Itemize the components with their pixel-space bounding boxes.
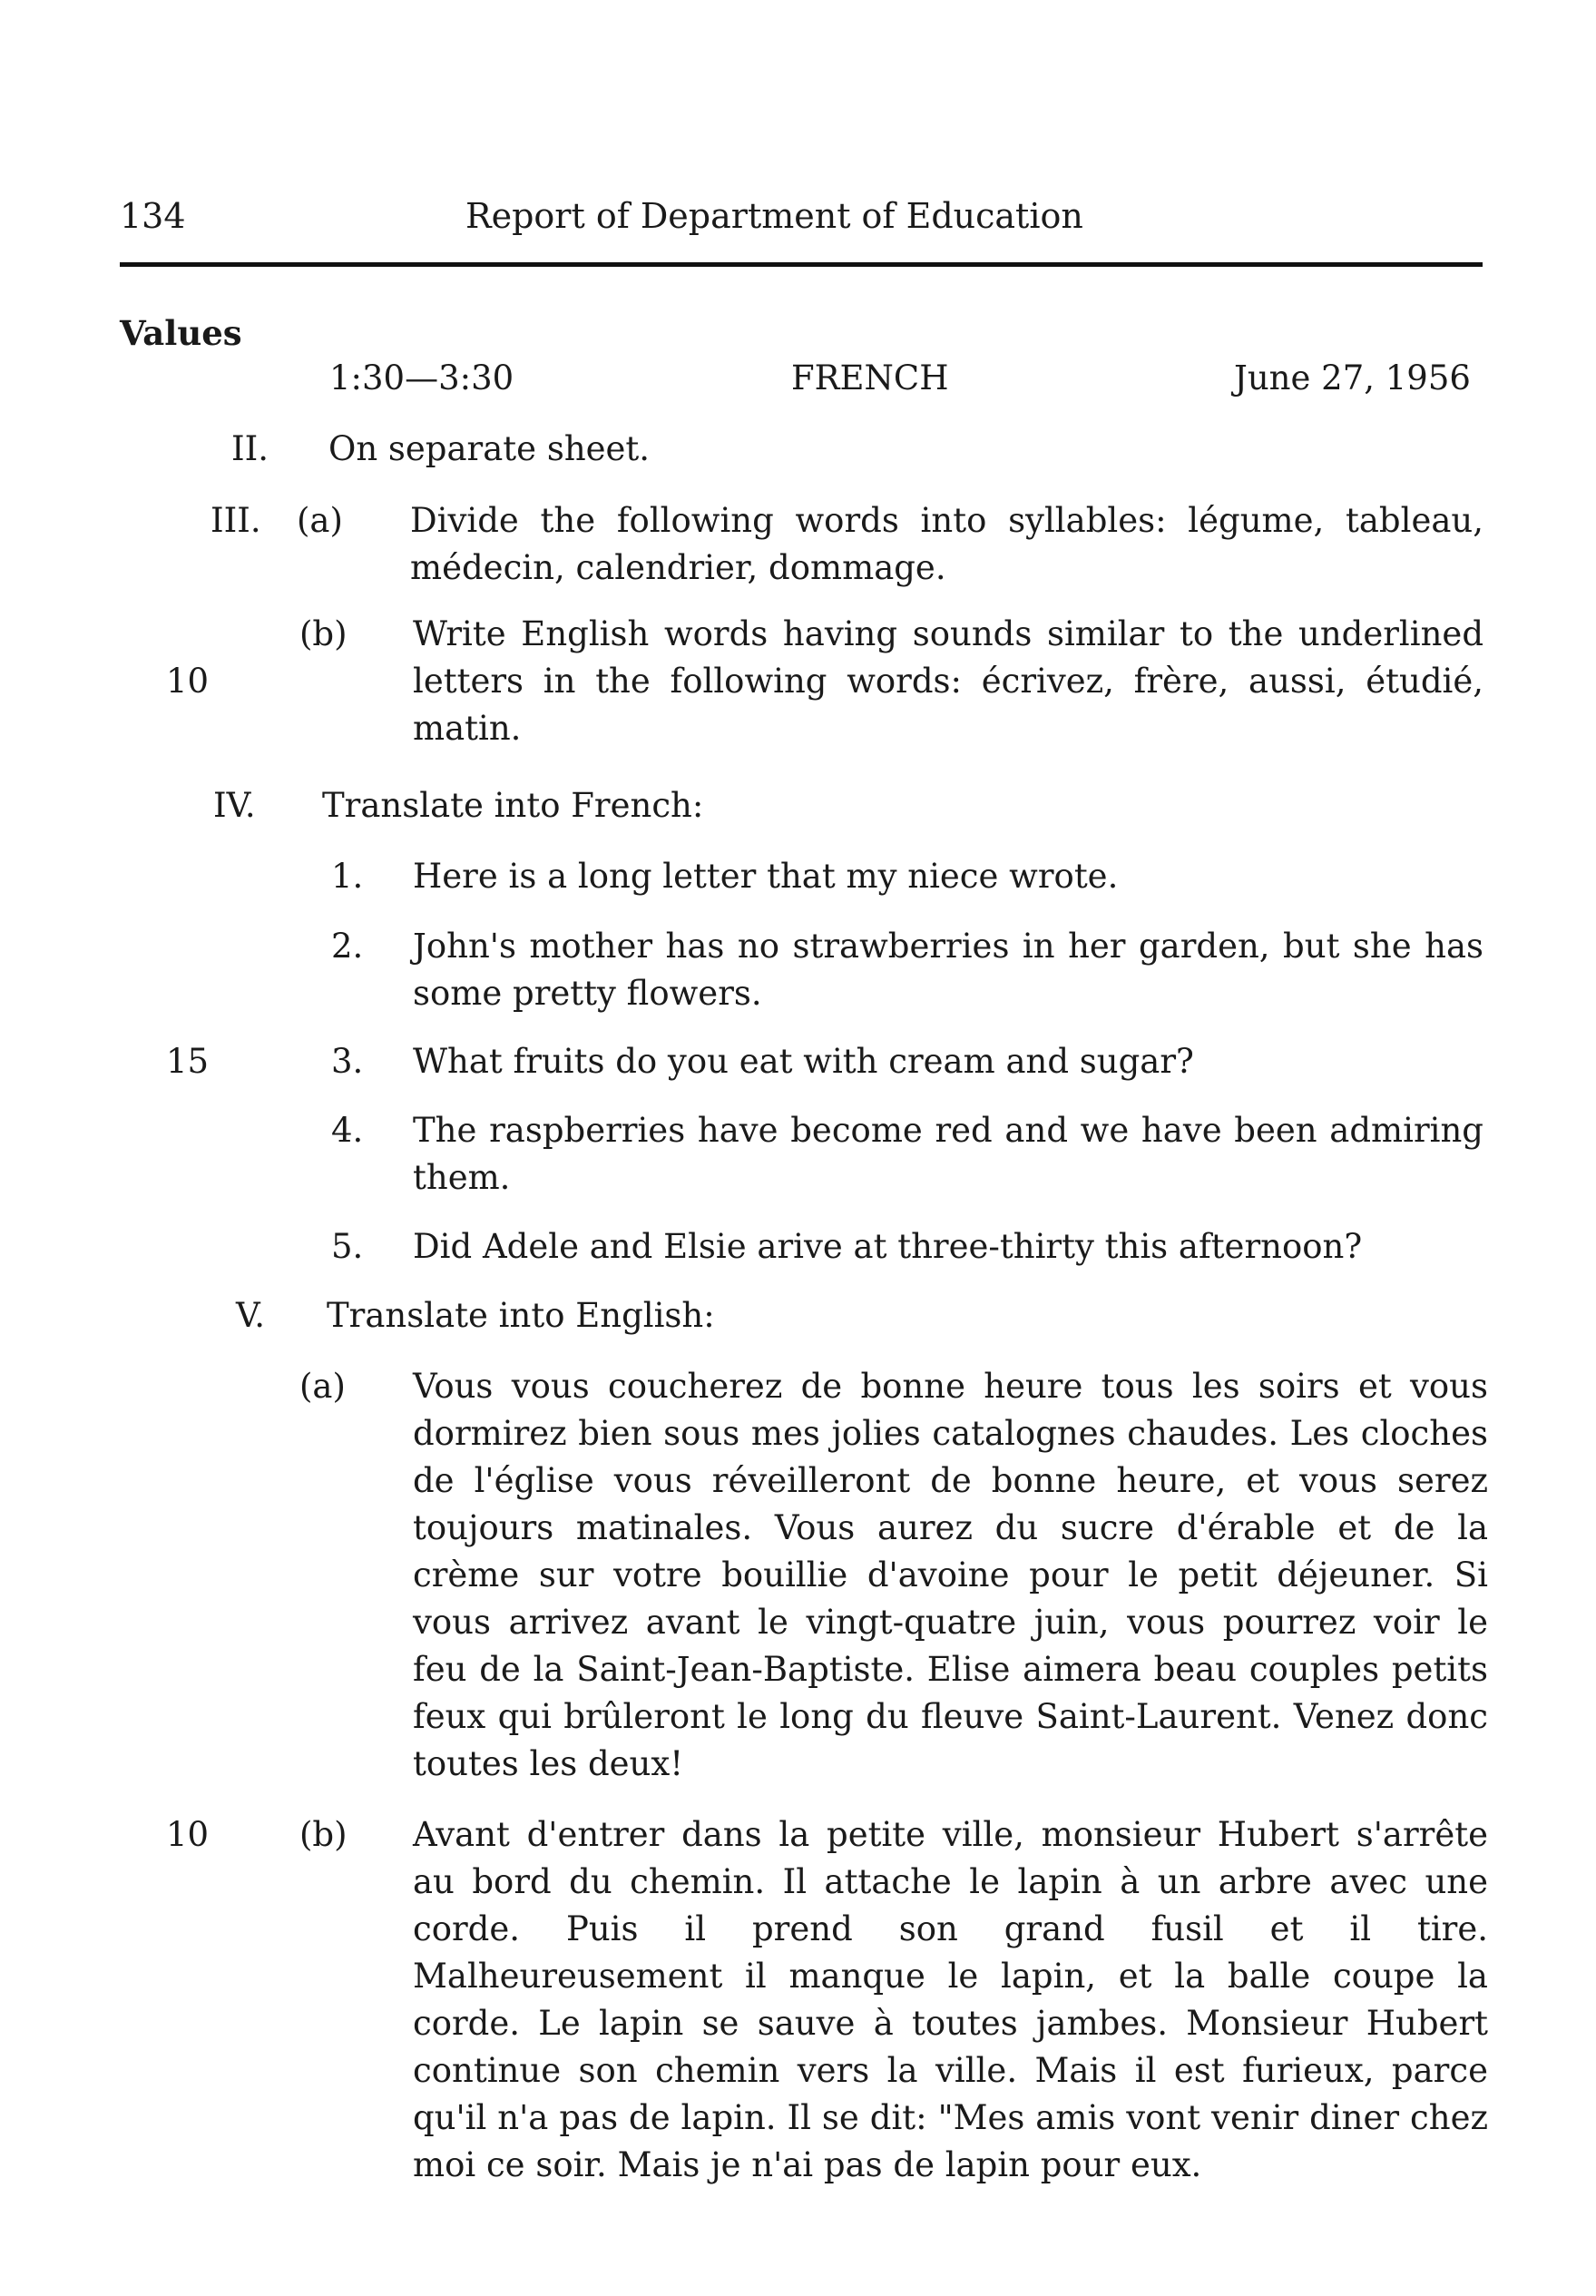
list-item: Did Adele and Elsie arive at three-thirty this afternoon? — [413, 1227, 1363, 1266]
item-number: 4. — [331, 1111, 364, 1150]
section-v-a-text: Vous vous coucherez de bonne heure tous les soirs et vous dormirez bien sous mes jolies catalognes chaudes. Les cloches de l'église vous réveilleront de bonne heure, et vous serez toujours matinales. Vous aurez du sucre d'érable et de la crème sur votre bouillie d'avoine pour le petit déjeuner. Si vous arrivez avant le vingt-quatre juin, vous pourrez voir le feu de la Saint-Jean-Baptiste. Elise aimera beau couples petits feux qui brûleront le long du fleuve Saint-Laurent. Venez donc toutes les deux! — [413, 1367, 1488, 1783]
exam-time: 1:30—3:30 — [329, 358, 514, 397]
section-ii-text: On separate sheet. — [328, 429, 651, 468]
section-iii-numeral: III. — [211, 501, 261, 540]
list-item: Here is a long letter that my niece wrote. — [413, 857, 1119, 896]
margin-value: 15 — [166, 1042, 210, 1081]
section-v-b-text: Avant d'entrer dans la petite ville, monsieur Hubert s'arrête au bord du chemin. Il attache le lapin à un arbre avec une corde. Puis il prend son grand fusil et il tire. Malheureusement il manque le lapin, et la balle coupe la corde. Le lapin se sauve à toutes jambes. Monsieur Hubert continue son chemin vers la ville. Mais il est furieux, parce qu'il n'a pas de lapin. Il se dit: "Mes amis vont venir diner chez moi ce soir. Mais je n'ai pas de lapin pour eux. — [413, 1815, 1488, 2184]
item-number: 3. — [331, 1042, 364, 1081]
section-iii-b-label: (b) — [299, 614, 348, 653]
section-v-b-label: (b) — [299, 1815, 348, 1854]
section-iii-a-label: (a) — [297, 501, 343, 540]
section-iv-heading: Translate into French: — [322, 786, 704, 825]
list-item: The raspberries have become red and we have been admiring them. — [413, 1111, 1483, 1197]
item-number: 1. — [331, 857, 364, 896]
section-ii-numeral: II. — [231, 429, 269, 468]
margin-value: 10 — [166, 662, 210, 701]
page-number: 134 — [120, 196, 186, 236]
margin-value: 10 — [166, 1815, 210, 1854]
section-iii-b-text: Write English words having sounds similar to the underlined letters in the following words: écrivez, frère, aussi, étudié, matin. — [413, 614, 1483, 748]
section-v-a-label: (a) — [299, 1367, 346, 1406]
list-item: What fruits do you eat with cream and sugar? — [413, 1042, 1194, 1081]
section-iii-a-text: Divide the following words into syllables: légume, tableau, médecin, calendrier, dommage. — [410, 501, 1483, 587]
section-v-numeral: V. — [236, 1296, 266, 1335]
header-rule — [120, 262, 1483, 267]
item-number: 2. — [331, 927, 364, 966]
running-title: Report of Department of Education — [465, 196, 1083, 236]
section-v-heading: Translate into English: — [327, 1296, 715, 1335]
values-label: Values — [120, 313, 242, 353]
exam-date: June 27, 1956 — [1234, 358, 1471, 397]
list-item: John's mother has no strawberries in her garden, but she has some pretty flowers. — [413, 927, 1483, 1013]
item-number: 5. — [331, 1227, 364, 1266]
exam-subject: FRENCH — [791, 358, 949, 397]
section-iv-numeral: IV. — [213, 786, 256, 825]
